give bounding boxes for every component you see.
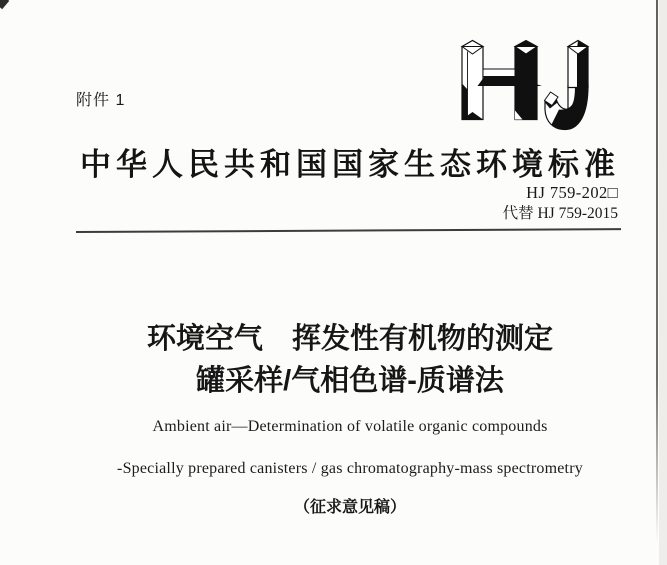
header-rule bbox=[76, 228, 621, 233]
scan-corner-speck bbox=[0, 0, 9, 9]
title-en-line2: -Specially prepared canisters / gas chromatography-mass spectrometry bbox=[117, 460, 583, 477]
standard-code: HJ 759-202□ bbox=[526, 183, 618, 202]
attachment-label: 附件 1 bbox=[76, 92, 126, 109]
org-title: 中华人民共和国国家生态环境标准 bbox=[80, 147, 620, 182]
title-en-line1: Ambient air—Determination of volatile organic compounds bbox=[152, 418, 548, 435]
title-cn-line1: 环境空气 挥发性有机物的测定 bbox=[146, 323, 553, 355]
hj-logo bbox=[458, 37, 592, 134]
hj-logo-letter-j bbox=[545, 41, 589, 130]
replaces-note: 代替 HJ 759-2015 bbox=[502, 204, 618, 222]
title-cn-line2: 罐采样/气相色谱-质谱法 bbox=[196, 365, 504, 397]
scan-page-edge-line bbox=[656, 0, 658, 542]
hj-logo-letter-h bbox=[462, 41, 542, 120]
standard-number-block bbox=[503, 184, 618, 223]
scan-margin-band bbox=[659, 0, 667, 565]
draft-label: （征求意见稿） bbox=[293, 499, 406, 516]
